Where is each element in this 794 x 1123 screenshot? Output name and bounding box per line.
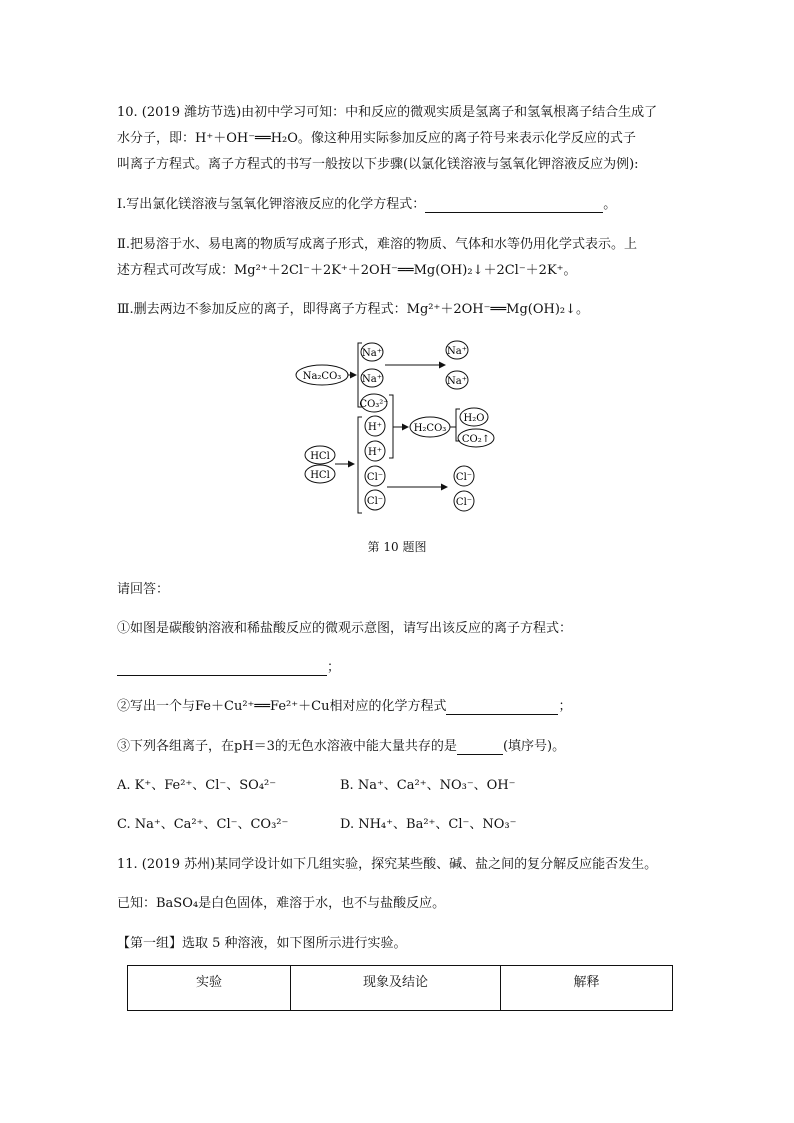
svg-text:Cl⁻: Cl⁻ (366, 496, 384, 507)
svg-text:Na⁺: Na⁺ (362, 348, 382, 359)
svg-text:Cl⁻: Cl⁻ (455, 497, 473, 508)
table-header-experiment: 实验 (128, 966, 291, 1011)
option-c: C. Na⁺、Ca²⁺、Cl⁻、CO₃²⁻ (117, 817, 289, 832)
sub1-answer-blank[interactable] (117, 660, 327, 676)
svg-text:Na₂CO₃: Na₂CO₃ (302, 371, 342, 382)
sub2-end: ； (558, 699, 572, 714)
h-ion-2 (365, 441, 385, 461)
q11-known: 已知：BaSO₄是白色固体，难溶于水，也不与盐酸反应。 (117, 896, 446, 911)
h2co3-ellipse (410, 417, 450, 437)
q10-step2b: 述方程式可改写成：Mg²⁺＋2Cl⁻＋2K⁺＋2OH⁻══Mg(OH)₂↓＋2Cl⁻＋2K⁺。 (117, 263, 577, 278)
q11-group1: 【第一组】选取 5 种溶液，如下图所示进行实验。 (117, 936, 407, 951)
q11-line1: 11. (2019 苏州)某同学设计如下几组实验，探究某些酸、碱、盐之间的复分解反应能否发生。 (117, 857, 658, 872)
step1-text: Ⅰ.写出氯化镁溶液与氢氧化钾溶液反应的化学方程式： (117, 197, 426, 212)
q10-line3: 叫离子方程式。离子方程式的书写一般按以下步骤(以氯化镁溶液与氢氧化钾溶液反应为例): (117, 157, 639, 172)
q10-step3: Ⅲ.删去两边不参加反应的离子，即得离子方程式：Mg²⁺＋2OH⁻══Mg(OH)₂↓。 (117, 302, 590, 317)
svg-text:H₂O: H₂O (463, 413, 485, 424)
na-ion-2 (361, 369, 383, 387)
option-a: A. K⁺、Fe²⁺、Cl⁻、SO₄²⁻ (117, 778, 277, 793)
h2o-ellipse (460, 408, 488, 426)
table-header-explanation: 解释 (501, 966, 673, 1011)
sub3-text: ③下列各组离子，在pH＝3的无色水溶液中能大量共存的是 (117, 739, 457, 754)
cl-ion-1 (365, 466, 385, 486)
co2-ellipse (458, 429, 494, 447)
sub3-answer-blank[interactable] (457, 739, 503, 755)
svg-text:Na⁺: Na⁺ (362, 374, 382, 385)
q10-step1 (117, 193, 616, 213)
svg-text:H₂CO₃: H₂CO₃ (413, 423, 447, 434)
svg-text:H⁺: H⁺ (368, 422, 382, 433)
step1-answer-blank[interactable] (425, 197, 603, 213)
step1-end: 。 (603, 197, 617, 212)
sub1-end: ； (327, 660, 341, 675)
q10-prompt: 请回答： (117, 582, 170, 597)
hcl-ellipse-1 (305, 446, 335, 464)
svg-text:HCl: HCl (310, 451, 330, 462)
q10-sub3 (117, 735, 565, 755)
svg-text:CO₃²⁻: CO₃²⁻ (359, 399, 389, 410)
q10-line2: 水分子，即：H⁺＋OH⁻══H₂O。像这种用实际参加反应的离子符号来表示化学反应的式子 (117, 131, 636, 146)
hcl-ellipse-2 (305, 465, 335, 483)
h-ion-1 (365, 416, 385, 436)
option-b: B. Na⁺、Ca²⁺、NO₃⁻、OH⁻ (340, 778, 516, 793)
na-product-2 (446, 371, 468, 389)
svg-text:H⁺: H⁺ (368, 447, 382, 458)
q10-sub1: ①如图是碳酸钠溶液和稀盐酸反应的微观示意图，请写出该反应的离子方程式： (117, 621, 573, 636)
sub2-text: ②写出一个与Fe＋Cu²⁺══Fe²⁺＋Cu相对应的化学方程式 (117, 699, 447, 714)
q10-step2a: Ⅱ.把易溶于水、易电离的物质写成离子形式，难溶的物质、气体和水等仍用化学式表示。上 (117, 237, 637, 252)
q10-sub2 (117, 695, 571, 715)
na-ion-1 (361, 343, 383, 361)
svg-text:CO₂↑: CO₂↑ (461, 434, 491, 445)
na2co3-ellipse (296, 365, 348, 385)
option-d: D. NH₄⁺、Ba²⁺、Cl⁻、NO₃⁻ (340, 817, 517, 832)
experiment-table (127, 965, 673, 1011)
figure-caption: 第 10 题图 (367, 540, 427, 554)
svg-text:Cl⁻: Cl⁻ (455, 472, 473, 483)
sub3-end: (填序号)。 (502, 739, 566, 754)
q10-sub1-answer (117, 656, 340, 676)
na-product-1 (446, 341, 468, 359)
reaction-diagram (290, 335, 520, 525)
cl-product-1 (454, 466, 474, 486)
svg-text:HCl: HCl (310, 470, 330, 481)
co3-ion (359, 394, 388, 412)
cl-ion-2 (365, 490, 385, 510)
table-header-observation: 现象及结论 (291, 966, 501, 1011)
svg-text:Na⁺: Na⁺ (447, 346, 467, 357)
q10-line1: 10. (2019 潍坊节选)由初中学习可知：中和反应的微观实质是氢离子和氢氧根离子结合生成了 (117, 105, 658, 120)
cl-product-2 (454, 491, 474, 511)
sub2-answer-blank[interactable] (446, 699, 558, 715)
svg-text:Na⁺: Na⁺ (447, 376, 467, 387)
svg-text:Cl⁻: Cl⁻ (366, 472, 384, 483)
